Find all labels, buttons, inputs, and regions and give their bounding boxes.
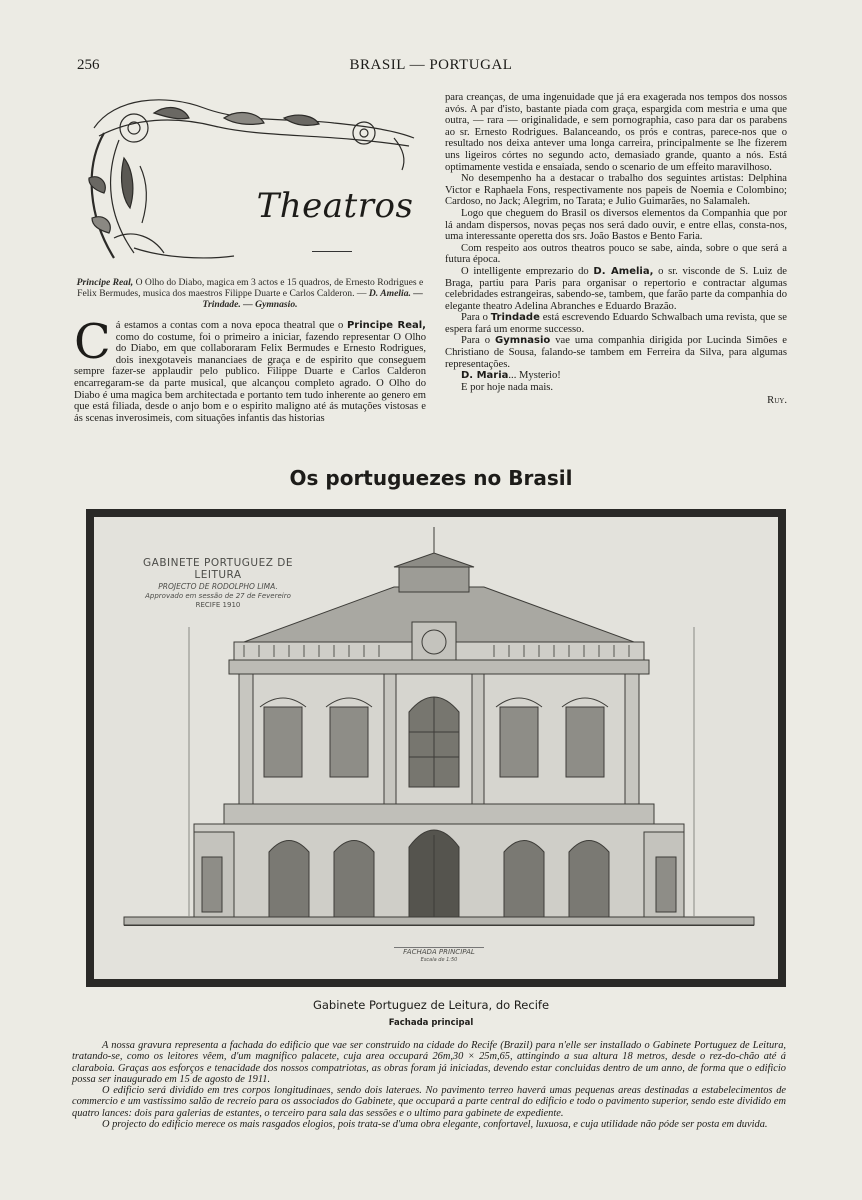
paragraph [445,266,787,312]
facade-label [394,947,484,963]
paragraph: para creanças, de uma ingenuidade que já era exagerada nos tempos dos nossos avós. A par d'isto, bastante piada com graça, espargida com mestria e uma que outra, — rara — originalidade, e sem pornographia, caso para dar os parabens ao sr. Ernesto Rodrigues. Balanceando, os prós e contras, parece-nos que o resultado nos deixa antever uma longa carreira, principalmente se lhe fizerem uns ligeiros córtes no segundo acto, demasiado grande, quanto a nós. Está optimamente vestida e ensaiada, sendo o scenario de um effeito maravilhoso. [445,92,787,173]
dropcap: C [74,314,111,370]
scale-note: Escala de 1:50 [420,957,458,963]
paragraph [74,314,426,424]
paragraph: No desempenho ha a destacar o trabalho dos seguintes artistas: Delphina Victor e Raphaela Fons, respectivamente nos papeis de Noemia e Colombino; Cardoso, no Jack; Alegrim, no Tarata; e Julio Guimarães, no Salamaleh. [445,173,787,208]
venue-name: Gymnasio [495,335,551,347]
facade-label-text: FACHADA PRINCIPAL [403,948,475,956]
section-title: Theatros [256,186,414,226]
paragraph-text: vae uma companhia dirigida por Lucinda Simões e Christiano de Sousa, falando-se tambem em Ferreira da Silva, para algumas representações. [445,335,787,370]
figure-subcaption: Fachada principal [388,1018,474,1028]
figure-image-area [94,517,778,979]
paragraph: Logo que cheguem do Brasil os diversos elementos da Companhia que por lá andam dispersos, novas peças nos será dado ouvir, e entre ellas, consta-nos, uma interessante operetta dos srs. João Bastos e Bento Faria. [445,207,787,243]
column-left [74,314,426,424]
plate-line: Approvado em sessão de 27 de Fevereiro [145,592,291,600]
running-head: BRASIL — PORTUGAL [349,57,513,73]
figure-caption: Gabinete Portuguez de Leitura, do Recife [312,998,550,1012]
paragraph: O projecto do edificio merece os mais rasgados elogios, pois trata-se d'uma obra elegante, confortavel, luxuosa, e cuja utilidade não póde ser posta em duvida. [102,1119,768,1131]
article-title: Os portuguezes no Brasil [289,466,573,490]
title-rule [312,251,352,252]
subheading-text: O Olho do Diabo, magica em 3 actos e 15 quadros, de Ernesto Rodrigues e Felix Bermudes, musica dos maestros Filippe Duarte e Carlos Calderon. — [77,277,424,299]
building-figure [86,509,786,987]
paragraph-text: ... Mysterio! [508,370,561,382]
paragraph-text: está escrevendo Eduardo Schwalbach uma revista, que se espera fará um enorme successo. [445,312,787,335]
venue-name: D. Amelia, [593,265,654,277]
paragraph: A nossa gravura representa a fachada do edificio que vae ser construido na cidade do Recife (Brazil) para n'elle ser installado o Gabinete Portuguez de Leitura, tratando-se, como os leitores vêem, d'um magnifico palacete, cuja area occupará 26m,30 × 25m,65, attingindo a sua altura 18 metros, desde o rez-do-chão até á claraboia. Graças aos esforços e tenacidade dos nossos compatriotas, as obras foram já iniciadas, devendo estar concluidas dentro de um anno, de forma que o edificio possa ser inaugurado em 15 de agosto de 1911. [72,1040,786,1085]
venue-name: Principe Real, [346,320,426,331]
paragraph-text: como do costume, foi o primeiro a iniciar, fazendo representar O Olho do Diabo, em que collaboraram Felix Bermudes e Ernesto Rodrigues, dois inexgotaveis mananciaes de graça e de espirito que conseguem sempre fazer-se applaudir pelo publico. Filippe Duarte e Carlos Calderon encarregaram-se da parte musical, que alcançou completo agrado. O Olho do Diabo é uma magica bem architectada e portanto tem tudo inherente ao genero em que está filiada, desde o anjo bom e o espirito maligno até ás mutações vistosas e ás scenas inverosimeis, com situações infantis das historias [74,331,426,424]
page-number: 256 [77,57,100,73]
theatre-ornament-illustration [74,88,422,268]
venue-name: D. Maria [461,370,509,382]
author-signature: Ruy. [767,395,787,407]
article-body [72,1040,786,1130]
plate-line: GABINETE PORTUGUEZ DE LEITURA [143,557,293,581]
paragraph-text: á estamos a contas com a nova epoca theatral que o [115,320,347,331]
subheading-venues: D. Amelia. — Trindade. — Gymnasio. [202,288,423,310]
plate-line: PROJECTO DE RODOLPHO LIMA. [158,582,278,591]
paragraph [445,370,787,382]
theatros-subheading [74,277,426,310]
venue-name: Trindade [490,312,540,324]
paragraph: E por hoje nada mais. [461,381,554,393]
paragraph [445,335,787,370]
subheading-venue: Principe Real, [76,277,134,288]
paragraph: Com respeito aos outros theatros pouco se sabe, ainda, sobre o que será a futura época. [445,242,787,266]
column-right [445,92,787,407]
paragraph [445,312,787,335]
paragraph: O edificio será dividido em tres corpos longitudinaes, sendo dois lateraes. No pavimento terreo haverá umas pequenas areas destinadas a estabelecimentos de commercio e um vastissimo salão de recreio para os associados do Gabinete, que occupará a parte central do edificio e todo o pavimento superior, sendo este dividido em quatro lances: dois para galerias de estantes, o terceiro para sala das sessões e o ultimo para gabinete de expediente. [72,1085,786,1119]
facade-drawing [94,517,778,979]
paragraph-text: Para o [461,335,496,347]
paragraph-text: O intelligente emprezario do [461,265,594,277]
plate-line: RECIFE 1910 [195,601,241,609]
paragraph-text: Para o [461,312,491,324]
paragraph-text: o sr. visconde de S. Luiz de Braga, partiu para Paris para organisar o repertorio e contractar algumas celebridades estrangeiras, sabendo-se, tambem, que farão parte da companhia do elegante theatro Adelina Abranches e Eduardo Brazão. [445,265,787,312]
